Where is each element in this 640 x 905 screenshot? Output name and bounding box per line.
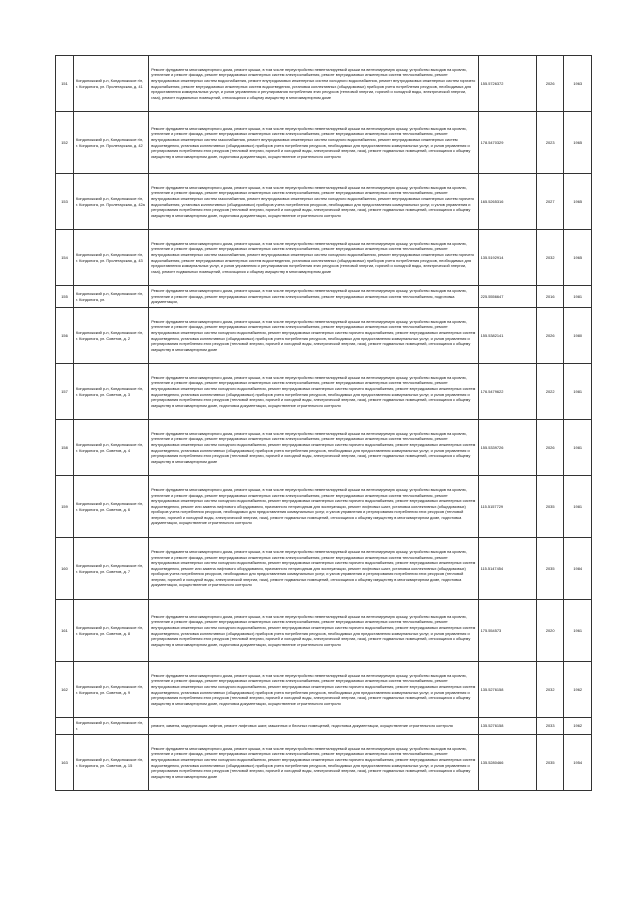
row-year-plan: 2035 [536,476,564,538]
row-year-built: 1954 [564,735,592,791]
row-year-plan: 2026 [536,56,564,112]
table-row [56,308,592,364]
row-works: Ремонт фундамента многоквартирного дома, ремонт крыши, в том числе переустройство невентилируемой крыши на вентилируемую крышу, устройство выходов на кровлю, утепление и ремонт фасада, ремонт внутридомовых инженерных систем электроснабжения, ремонт внутридомовых инженерных систем теплоснабжения, ремонт внутридомовых инженерных систем холодного водоснабжения, ремонт внутридомовых инженерных систем горячего водоснабжения, ремонт внутридомовых инженерных систем водоотведения, установка коллективных (общедомовых) приборов учета потребления ресурсов, необходимых для предоставления коммунальных услуг, и узлов управления и регулирования потребления этих ресурсов (тепловой энергии, горячей и холодной воды, электрической энергии, газа), ремонт подвальных помещений, относящихся к общему имуществу в многоквартирном доме [149,735,478,791]
row-address: Кондопожский р-н, Кондопожское г/п, г. Кондопога, ул. Советов, д. 4 [74,420,149,476]
row-works: Ремонт фундамента многоквартирного дома, ремонт крыши, в том числе переустройство невентилируемой крыши на вентилируемую крышу, устройство выходов на кровлю, утепление и ремонт фасада, ремонт внутридомовых инженерных систем электроснабжения, ремонт внутридомовых инженерных систем теплоснабжения, ремонт внутридомовых инженерных систем холодного водоснабжения, ремонт внутридомовых инженерных систем горячего водоснабжения, ремонт внутридомовых инженерных систем водоотведения, установка коллективных (общедомовых) приборов учета потребления ресурсов, необходимых для предоставления коммунальных услуг, и узлов управления и регулирования потребления этих ресурсов (тепловой энергии, горячей и холодной воды, электрической энергии, газа), ремонт подвальных помещений, относящихся к общему имуществу в многоквартирном доме [149,420,478,476]
row-year-plan: 2032 [536,662,564,718]
row-year-built: 1962 [564,718,592,735]
row-number: 158 [56,420,74,476]
row-works: ремонт, замена, модернизация лифтов, ремонт лифтовых шахт, машинных и блочных помещений, подготовка документации, осуществление строительного контроля [149,718,478,735]
capital-repair-table [55,55,592,791]
table-row [56,538,592,600]
row-cadastral-value: 115.5157729 [478,476,536,538]
row-year-built: 1981 [564,364,592,420]
row-cadastral-value: 225.5556647 [478,286,536,308]
row-number: 160 [56,538,74,600]
table-row [56,735,592,791]
row-year-built: 1981 [564,420,592,476]
row-address: Кондопожский р-н, Кондопожское г/п, г. Кондопога, ул. Пролетарская, д. 41 [74,56,149,112]
row-number: 156 [56,308,74,364]
table-row [56,364,592,420]
row-cadastral-value: 135.5276158 [478,718,536,735]
row-year-plan: 2032 [536,230,564,286]
row-year-plan: 2027 [536,174,564,230]
row-works: Ремонт фундамента многоквартирного дома, ремонт крыши, в том числе переустройство невентилируемой крыши на вентилируемую крышу, устройство выходов на кровлю, утепление и ремонт фасада, ремонт внутридомовых инженерных систем электроснабжения, ремонт внутридомовых инженерных систем теплоснабжения, подготовка документации, [149,286,478,308]
row-year-plan: 2035 [536,735,564,791]
row-cadastral-value: 135.5192914 [478,230,536,286]
row-number: 157 [56,364,74,420]
row-year-plan: 2033 [536,718,564,735]
row-year-built: 1962 [564,662,592,718]
row-number: 155 [56,286,74,308]
row-works: Ремонт фундамента многоквартирного дома, ремонт крыши, в том числе переустройство невентилируемой крыши на вентилируемую крышу, устройство выходов на кровлю, утепление и ремонт фасада, ремонт внутридомовых инженерных систем электроснабжения, ремонт внутридомовых инженерных систем теплоснабжения, ремонт внутридомовых инженерных систем газоснабжения, ремонт внутридомовых инженерных систем холодного водоснабжения, ремонт внутридомовых инженерных систем горячего водоснабжения, ремонт внутридомовых инженерных систем водоотведения, установка коллективных (общедомовых) приборов учета потребления ресурсов, необходимых для предоставления коммунальных услуг, и узлов управления и регулирования потребления этих ресурсов (тепловой энергии, горячей и холодной воды, электрической энергии, газа), ремонт подвальных помещений, относящихся к общему имуществу в многоквартирном доме [149,230,478,286]
row-cadastral-value: 165.5265316 [478,174,536,230]
row-year-built: 1981 [564,286,592,308]
row-cadastral-value: 135.5280466 [478,735,536,791]
row-address: Кондопожский р-н, Кондопожское г/п, г. Кондопога, ул. Советов, д. 15 [74,735,149,791]
table-row [56,112,592,174]
table-row [56,662,592,718]
row-year-plan: 2026 [536,308,564,364]
row-number: 162 [56,662,74,718]
row-cadastral-value: 155.5726372 [478,56,536,112]
row-year-built: 1980 [564,308,592,364]
row-address: Кондопожский р-н, Кондопожское г/п, г. Кондопога, ул. Пролетарская, д. 42а [74,174,149,230]
row-works: Ремонт фундамента многоквартирного дома, ремонт крыши, в том числе переустройство невентилируемой крыши на вентилируемую крышу, устройство выходов на кровлю, утепление и ремонт фасада, ремонт внутридомовых инженерных систем электроснабжения, ремонт внутридомовых инженерных систем теплоснабжения, ремонт внутридомовых инженерных систем газоснабжения, ремонт внутридомовых инженерных систем холодного водоснабжения, ремонт внутридомовых инженерных систем водоотведения, установка коллективных (общедомовых) приборов учета потребления ресурсов, необходимых для предоставления коммунальных услуг, и узлов управления и регулирования потребления этих ресурсов (тепловой энергии, горячей и холодной воды, электрической энергии, газа), ремонт подвальных помещений, относящихся к общему имуществу в многоквартирном доме, подготовка документации, осуществление строительного контроля [149,112,478,174]
table-body [56,56,592,791]
row-year-plan: 2016 [536,286,564,308]
row-number [56,718,74,735]
row-number: 163 [56,735,74,791]
row-year-built: 1965 [564,174,592,230]
row-address: Кондопожский р-н, Кондопожское г/п, г. Кондопога, ул. Пролетарская, д. 43 [74,230,149,286]
row-year-built: 1981 [564,476,592,538]
row-cadastral-value: 135.5276158 [478,662,536,718]
row-number: 152 [56,112,74,174]
row-address: Кондопожский р-н, Кондопожское г/п, г. Кондопога, ул. Советов, д. 3 [74,364,149,420]
row-year-plan: 2023 [536,112,564,174]
row-works: Ремонт фундамента многоквартирного дома, ремонт крыши, в том числе переустройство невентилируемой крыши на вентилируемую крышу, устройство выходов на кровлю, утепление и ремонт фасада, ремонт внутридомовых инженерных систем электроснабжения, ремонт внутридомовых инженерных систем теплоснабжения, ремонт внутридомовых инженерных систем холодного водоснабжения, ремонт внутридомовых инженерных систем горячего водоснабжения, ремонт внутридомовых инженерных систем водоотведения, установка коллективных (общедомовых) приборов учета потребления ресурсов, необходимых для предоставления коммунальных услуг, и узлов управления и регулирования потребления этих ресурсов (тепловой энергии, горячей и холодной воды, электрической энергии, газа), ремонт подвальных помещений, относящихся к общему имуществу в многоквартирном доме, подготовка документации, осуществление строительного контроля [149,662,478,718]
row-number: 154 [56,230,74,286]
row-year-built: 1984 [564,538,592,600]
row-works: Ремонт фундамента многоквартирного дома, ремонт крыши, в том числе переустройство невентилируемой крыши на вентилируемую крышу, устройство выходов на кровлю, утепление и ремонт фасада, ремонт внутридомовых инженерных систем электроснабжения, ремонт внутридомовых инженерных систем теплоснабжения, ремонт внутридомовых инженерных систем холодного водоснабжения, ремонт внутридомовых инженерных систем горячего водоснабжения, ремонт внутридомовых инженерных систем водоотведения, установка коллективных (общедомовых) приборов учета потребления ресурсов, необходимых для предоставления коммунальных услуг, и узлов управления и регулирования потребления этих ресурсов (тепловой энергии, горячей и холодной воды, электрической энергии, газа), ремонт подвальных помещений, относящихся к общему имуществу в многоквартирном доме, подготовка документации, осуществление строительного контроля [149,364,478,420]
row-cadastral-value: 175.554573 [478,600,536,662]
table-row [56,56,592,112]
row-cadastral-value: 176.5479622 [478,364,536,420]
row-year-built: 1965 [564,112,592,174]
table-row [56,718,592,735]
row-works: Ремонт фундамента многоквартирного дома, ремонт крыши, в том числе переустройство невентилируемой крыши на вентилируемую крышу, устройство выходов на кровлю, утепление и ремонт фасада, ремонт внутридомовых инженерных систем электроснабжения, ремонт внутридомовых инженерных систем теплоснабжения, ремонт внутридомовых инженерных систем холодного водоснабжения, ремонт внутридомовых инженерных систем горячего водоснабжения, ремонт внутридомовых инженерных систем водоотведения, установка коллективных (общедомовых) приборов учета потребления ресурсов, необходимых для предоставления коммунальных услуг, и узлов управления и регулирования потребления этих ресурсов (тепловой энергии, горячей и холодной воды, электрической энергии, газа), ремонт подвальных помещений, относящихся к общему имуществу в многоквартирном доме [149,308,478,364]
row-address: Кондопожский р-н, Кондопожское г/п, г. Кондопога, ул. Советов, д. 9 [74,662,149,718]
row-year-plan: 2035 [536,538,564,600]
row-cadastral-value: 155.5339726 [478,420,536,476]
row-address: Кондопожский р-н, Кондопожское г/п, г. Кондопога, ул. Пролетарская, д. 42 [74,112,149,174]
row-cadastral-value: 115.5147454 [478,538,536,600]
row-works: Ремонт фундамента многоквартирного дома, ремонт крыши, в том числе переустройство невентилируемой крыши на вентилируемую крышу, устройство выходов на кровлю, утепление и ремонт фасада, ремонт внутридомовых инженерных систем электроснабжения, ремонт внутридомовых инженерных систем теплоснабжения, ремонт внутридомовых инженерных систем газоснабжения, ремонт внутридомовых инженерных систем холодного водоснабжения, ремонт внутридомовых инженерных систем горячего водоснабжения, установка коллективных (общедомовых) приборов учета потребления ресурсов, необходимых для предоставления коммунальных услуг, и узлов управления и регулирования потребления этих ресурсов (тепловой энергии, горячей и холодной воды, электрической энергии, газа), ремонт подвальных помещений, относящихся к общему имуществу в многоквартирном доме, подготовка документации, осуществление строительного контроля [149,174,478,230]
row-address: Кондопожский р-н, Кондопожское г/п, г. Кондопога, ул. Советов, д. 8 [74,600,149,662]
row-number: 161 [56,600,74,662]
row-number: 159 [56,476,74,538]
row-address: Кондопожский р-н, Кондопожское г/п, г. Кондопога, ул. [74,286,149,308]
row-year-built: 1961 [564,600,592,662]
row-address: Кондопожский р-н, Кондопожское г/п, г. Кондопога, ул. Советов, д. 7 [74,538,149,600]
row-cadastral-value: 178.5470329 [478,112,536,174]
table-row [56,174,592,230]
table-row [56,476,592,538]
row-number: 151 [56,56,74,112]
row-address: Кондопожский р-н, Кондопожское г/п, г. Кондопога, ул. Советов, д. 2 [74,308,149,364]
row-year-plan: 2026 [536,420,564,476]
row-address: Кондопожский р-н, Кондопожское г/п, г. Кондопога, ул. Советов, д. 6 [74,476,149,538]
row-works: Ремонт фундамента многоквартирного дома, ремонт крыши, в том числе переустройство невентилируемой крыши на вентилируемую крышу, устройство выходов на кровлю, утепление и ремонт фасада, ремонт внутридомовых инженерных систем электроснабжения, ремонт внутридомовых инженерных систем теплоснабжения, ремонт внутридомовых инженерных систем водоснабжения, ремонт внутридомовых инженерных систем холодного водоснабжения, ремонт внутридомовых инженерных систем горячего водоснабжения, ремонт внутридомовых инженерных систем водоотведения, установка коллективных (общедомовых) приборов учета потребления ресурсов, необходимых для предоставления коммунальных услуг, и узлов управления и регулирования потребления этих ресурсов (тепловой энергии, горячей и холодной воды, электрической энергии, газа), ремонт подвальных помещений, относящихся к общему имуществу в многоквартирном доме [149,56,478,112]
row-year-plan: 2020 [536,600,564,662]
table-row [56,420,592,476]
row-number: 153 [56,174,74,230]
row-year-plan: 2022 [536,364,564,420]
row-works: Ремонт фундамента многоквартирного дома, ремонт крыши, в том числе переустройство невентилируемой крыши на вентилируемую крышу, устройство выходов на кровлю, утепление и ремонт фасада, ремонт внутридомовых инженерных систем электроснабжения, ремонт внутридомовых инженерных систем теплоснабжения, ремонт внутридомовых инженерных систем холодного водоснабжения, ремонт внутридомовых инженерных систем горячего водоснабжения, ремонт внутридомовых инженерных систем водоотведения, установка коллективных (общедомовых) приборов учета потребления ресурсов, необходимых для предоставления коммунальных услуг, и узлов управления и регулирования потребления этих ресурсов (тепловой энергии, горячей и холодной воды, электрической энергии, газа), ремонт подвальных помещений, относящихся к общему имуществу в многоквартирном доме, подготовка документации, осуществление строительного контроля [149,600,478,662]
table-row [56,600,592,662]
row-works: Ремонт фундамента многоквартирного дома, ремонт крыши, в том числе переустройство невентилируемой крыши на вентилируемую крышу, устройство выходов на кровлю, утепление и ремонт фасада, ремонт внутридомовых инженерных систем электроснабжения, ремонт внутридомовых инженерных систем теплоснабжения, ремонт внутридомовых инженерных систем холодного водоснабжения, ремонт внутридомовых инженерных систем горячего водоснабжения, ремонт внутридомовых инженерных систем водоотведения, ремонт или замена лифтового оборудования, признанного непригодным для эксплуатации, ремонт лифтовых шахт, установка коллективных (общедомовых) приборов учета потребления ресурсов, необходимых для предоставления коммунальных услуг, и узлов управления и регулирования потребления этих ресурсов (тепловой энергии, горячей и холодной воды, электрической энергии, газа), ремонт подвальных помещений, относящихся к общему имуществу в многоквартирном доме, подготовка документации, осуществление строительного контроля [149,476,478,538]
row-year-built: 1965 [564,230,592,286]
row-works: Ремонт фундамента многоквартирного дома, ремонт крыши, в том числе переустройство невентилируемой крыши на вентилируемую крышу, устройство выходов на кровлю, утепление и ремонт фасада, ремонт внутридомовых инженерных систем электроснабжения, ремонт внутридомовых инженерных систем теплоснабжения, ремонт внутридомовых инженерных систем холодного водоснабжения, ремонт внутридомовых инженерных систем горячего водоснабжения, ремонт внутридомовых инженерных систем водоотведения, ремонт или замена лифтового оборудования, признанного непригодным для эксплуатации, ремонт лифтовых шахт, установка коллективных (общедомовых) приборов учета потребления ресурсов, необходимых для предоставления коммунальных услуг, и узлов управления и регулирования потребления этих ресурсов (тепловой энергии, горячей и холодной воды, электрической энергии, газа), ремонт подвальных помещений, относящихся к общему имуществу в многоквартирном доме, подготовка документации, осуществление строительного контроля [149,538,478,600]
row-address: Кондопожский р-н, Кондопожское г/п, г. [74,718,149,735]
row-year-built: 1963 [564,56,592,112]
row-cadastral-value: 155.5382141 [478,308,536,364]
table-row [56,286,592,308]
table-row [56,230,592,286]
